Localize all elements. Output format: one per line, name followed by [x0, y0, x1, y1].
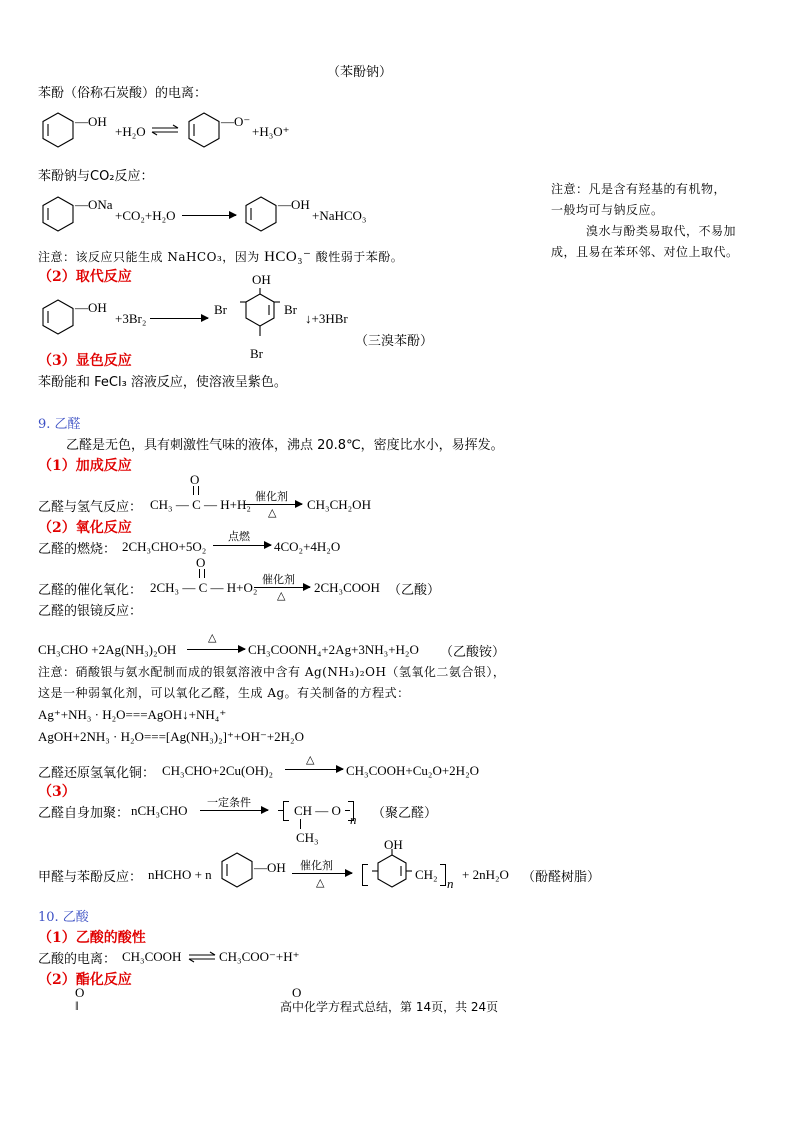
cat-ox-name: （乙酸） — [388, 583, 441, 598]
reaction-arrow — [292, 873, 352, 874]
silver-name: （乙酸铵） — [440, 645, 506, 660]
acetic-ionization-left: CH₃COOH — [122, 949, 182, 964]
prep-equation-1: Ag⁺+NH₃ · H₂O===AgOH↓+NH₄⁺ — [38, 707, 227, 722]
heat-symbol: △ — [277, 590, 286, 602]
note-text-a: 注意：该反应只能生成 NaHCO₃，因为 — [38, 250, 260, 264]
tribromo-br-left: Br — [214, 302, 227, 317]
poly-branch-bond — [300, 819, 301, 829]
benzene-ring-icon — [219, 852, 255, 888]
resin-label: 甲醛与苯酚反应： — [38, 870, 143, 885]
side-note-line2: 一般均可与钠反应。 — [551, 203, 664, 217]
poly-name: （聚乙醛） — [372, 806, 438, 821]
equilibrium-arrow — [152, 124, 180, 132]
carbonyl-double-bond — [199, 569, 205, 578]
poly-ch3: CH₃ — [296, 830, 319, 845]
combustion-label: 乙醛的燃烧： — [38, 542, 117, 557]
header-oxidation: （2）氧化反应 — [38, 520, 132, 536]
silver-mirror-label: 乙醛的银镜反应： — [38, 604, 143, 619]
poly-n: n — [350, 812, 357, 827]
combustion-right: 4CO₂+4H₂O — [274, 539, 341, 554]
header-3: （3） — [38, 784, 76, 800]
prep-equation-2: AgOH+2NH₃ · H₂O===[Ag(NH₃)₂]⁺+OH⁻+2H₂O — [38, 729, 304, 744]
cat-ox-o: O — [196, 555, 206, 570]
header-esterification: （2）酯化反应 — [38, 972, 132, 988]
hydrogenation-o: O — [190, 472, 200, 487]
reaction-arrow — [200, 810, 268, 811]
cat-ox-left: 2CH₃ — C — H+O₂ — [150, 580, 258, 595]
silver-right: CH₃COONH₄+2Ag+3NH₃+H₂O — [248, 642, 419, 657]
co2-reactants: +CO₂+H₂O — [115, 208, 176, 223]
resin-name: （酚醛树脂） — [522, 870, 601, 885]
benzene-ring-icon — [40, 299, 76, 335]
benzene-ring-icon — [40, 196, 76, 232]
poly-label: 乙醛自身加聚： — [38, 806, 130, 821]
phenol-plus-water: +H₂O — [115, 124, 146, 139]
silver-note-line2: 这是一种弱氧化剂，可以氧化乙醛，生成 Ag。有关制备的方程式： — [38, 686, 410, 700]
phenol-product-oh: —OH — [278, 197, 310, 212]
resin-water: + 2nH₂O — [462, 867, 509, 882]
reaction-arrow — [182, 215, 236, 216]
header-substitution: （2）取代反应 — [38, 269, 132, 285]
resin-bracket-right — [440, 864, 446, 886]
resin-n: n — [447, 876, 454, 891]
sub-products: ↓+3HBr — [305, 311, 348, 326]
catalyst-label: 催化剂 — [255, 490, 288, 503]
combustion-left: 2CH₃CHO+5O₂ — [122, 539, 207, 554]
polymer-bracket-left — [283, 801, 289, 821]
phenoxide-o: —O⁻ — [221, 114, 251, 129]
heat-symbol: △ — [316, 877, 325, 889]
page-footer: 高中化学方程式总结，第 14页，共 24页 — [280, 1000, 499, 1014]
hydrogenation-right: CH₃CH₂OH — [307, 497, 371, 512]
sub-bromine: +3Br₂ — [115, 311, 147, 326]
side-note-line3: 溴水与酚类易取代，不易加 — [586, 224, 737, 238]
hco3-ion: HCO₃⁻ — [264, 249, 312, 265]
note-text-b: 酸性弱于苯酚。 — [315, 250, 404, 264]
note-nahco3 — [38, 247, 403, 266]
co2-products: +NaHCO₃ — [312, 208, 367, 223]
cu-label: 乙醛还原氢氧化铜： — [38, 766, 156, 781]
header-acidity: （1）乙酸的酸性 — [38, 930, 146, 946]
polymer-bond-left — [278, 810, 283, 811]
poly-left: nCH₃CHO — [131, 803, 188, 818]
reaction-arrow — [254, 587, 310, 588]
benzene-ring-icon — [243, 196, 279, 232]
tribromo-br-bottom: Br — [250, 346, 263, 361]
phenol-oh: —OH — [75, 114, 107, 129]
reaction-arrow — [244, 504, 302, 505]
cu-left: CH₃CHO+2Cu(OH)₂ — [162, 763, 274, 778]
silver-note-line1: 注意：硝酸银与氨水配制而成的银氨溶液中含有 Ag(NH₃)₂OH（氢氧化二氨合银）， — [38, 665, 506, 679]
poly-condition: 一定条件 — [207, 796, 251, 809]
benzene-ring-icon — [372, 849, 412, 897]
co2-reaction-title: 苯酚钠与CO₂反应： — [38, 169, 154, 184]
hydronium: +H₃O⁺ — [252, 124, 290, 139]
heat-symbol: △ — [268, 507, 277, 519]
catalyst-label: 催化剂 — [300, 859, 333, 872]
acetaldehyde-intro: 乙醛是无色，具有刺激性气味的液体，沸点 20.8℃，密度比水小，易挥发。 — [66, 438, 504, 453]
top-caption: （苯酚钠） — [327, 65, 393, 80]
carbonyl-double-bond — [193, 486, 199, 495]
poly-unit: CH — O — [294, 803, 341, 818]
resin-top-oh: OH — [384, 837, 403, 852]
ester-o-2: O — [292, 985, 302, 1000]
header-color-reaction: （3）显色反应 — [38, 353, 132, 369]
silver-left: CH₃CHO +2Ag(NH₃)₂OH — [38, 642, 177, 657]
sub-phenol-oh: —OH — [75, 300, 107, 315]
resin-left: nHCHO + n — [148, 867, 212, 882]
resin-phenol-oh: —OH — [254, 860, 286, 875]
tribromo-br-right: Br — [284, 302, 297, 317]
section-acetic-acid: 10. 乙酸 — [38, 910, 89, 925]
resin-bracket-left — [362, 864, 368, 886]
heat-symbol: △ — [306, 754, 315, 766]
benzene-ring-icon — [186, 112, 222, 148]
acetic-ionization-label: 乙酸的电离： — [38, 952, 117, 967]
sodium-phenoxide-ona: —ONa — [75, 197, 113, 212]
phenol-ionization-title: 苯酚（俗称石炭酸）的电离： — [38, 86, 208, 101]
heat-symbol: △ — [208, 632, 217, 644]
hydrogenation-label: 乙醛与氢气反应： — [38, 500, 143, 515]
side-note-line4: 成，且易在苯环邻、对位上取代。 — [551, 245, 739, 259]
tribromophenol-name: （三溴苯酚） — [355, 334, 434, 349]
cu-right: CH₃COOH+Cu₂O+2H₂O — [346, 763, 479, 778]
header-addition: （1）加成反应 — [38, 458, 132, 474]
benzene-ring-icon — [240, 288, 280, 336]
catalyst-label: 催化剂 — [262, 573, 295, 586]
fecl3-text: 苯酚能和 FeCl₃ 溶液反应，使溶液呈紫色。 — [38, 375, 287, 390]
cat-ox-right: 2CH₃COOH — [314, 580, 380, 595]
hydrogenation-left: CH₃ — C — H+H₂ — [150, 497, 251, 512]
ester-double-bond: ‖ — [75, 998, 79, 1013]
ester-o-1: O — [75, 985, 85, 1000]
reaction-arrow — [213, 545, 271, 546]
reaction-arrow — [187, 649, 245, 650]
tribromo-top-oh: OH — [252, 272, 271, 287]
section-acetaldehyde: 9. 乙醛 — [38, 417, 81, 432]
side-note-line1: 注意：凡是含有羟基的有机物， — [551, 182, 727, 196]
resin-ch2: CH₂ — [415, 867, 438, 882]
reaction-arrow — [285, 769, 343, 770]
equilibrium-arrow — [189, 951, 217, 959]
reaction-arrow — [150, 318, 208, 319]
ignite-label: 点燃 — [228, 530, 250, 543]
acetic-ionization-right: CH₃COO⁻+H⁺ — [219, 949, 300, 964]
cat-ox-label: 乙醛的催化氧化： — [38, 583, 143, 598]
benzene-ring-icon — [40, 112, 76, 148]
